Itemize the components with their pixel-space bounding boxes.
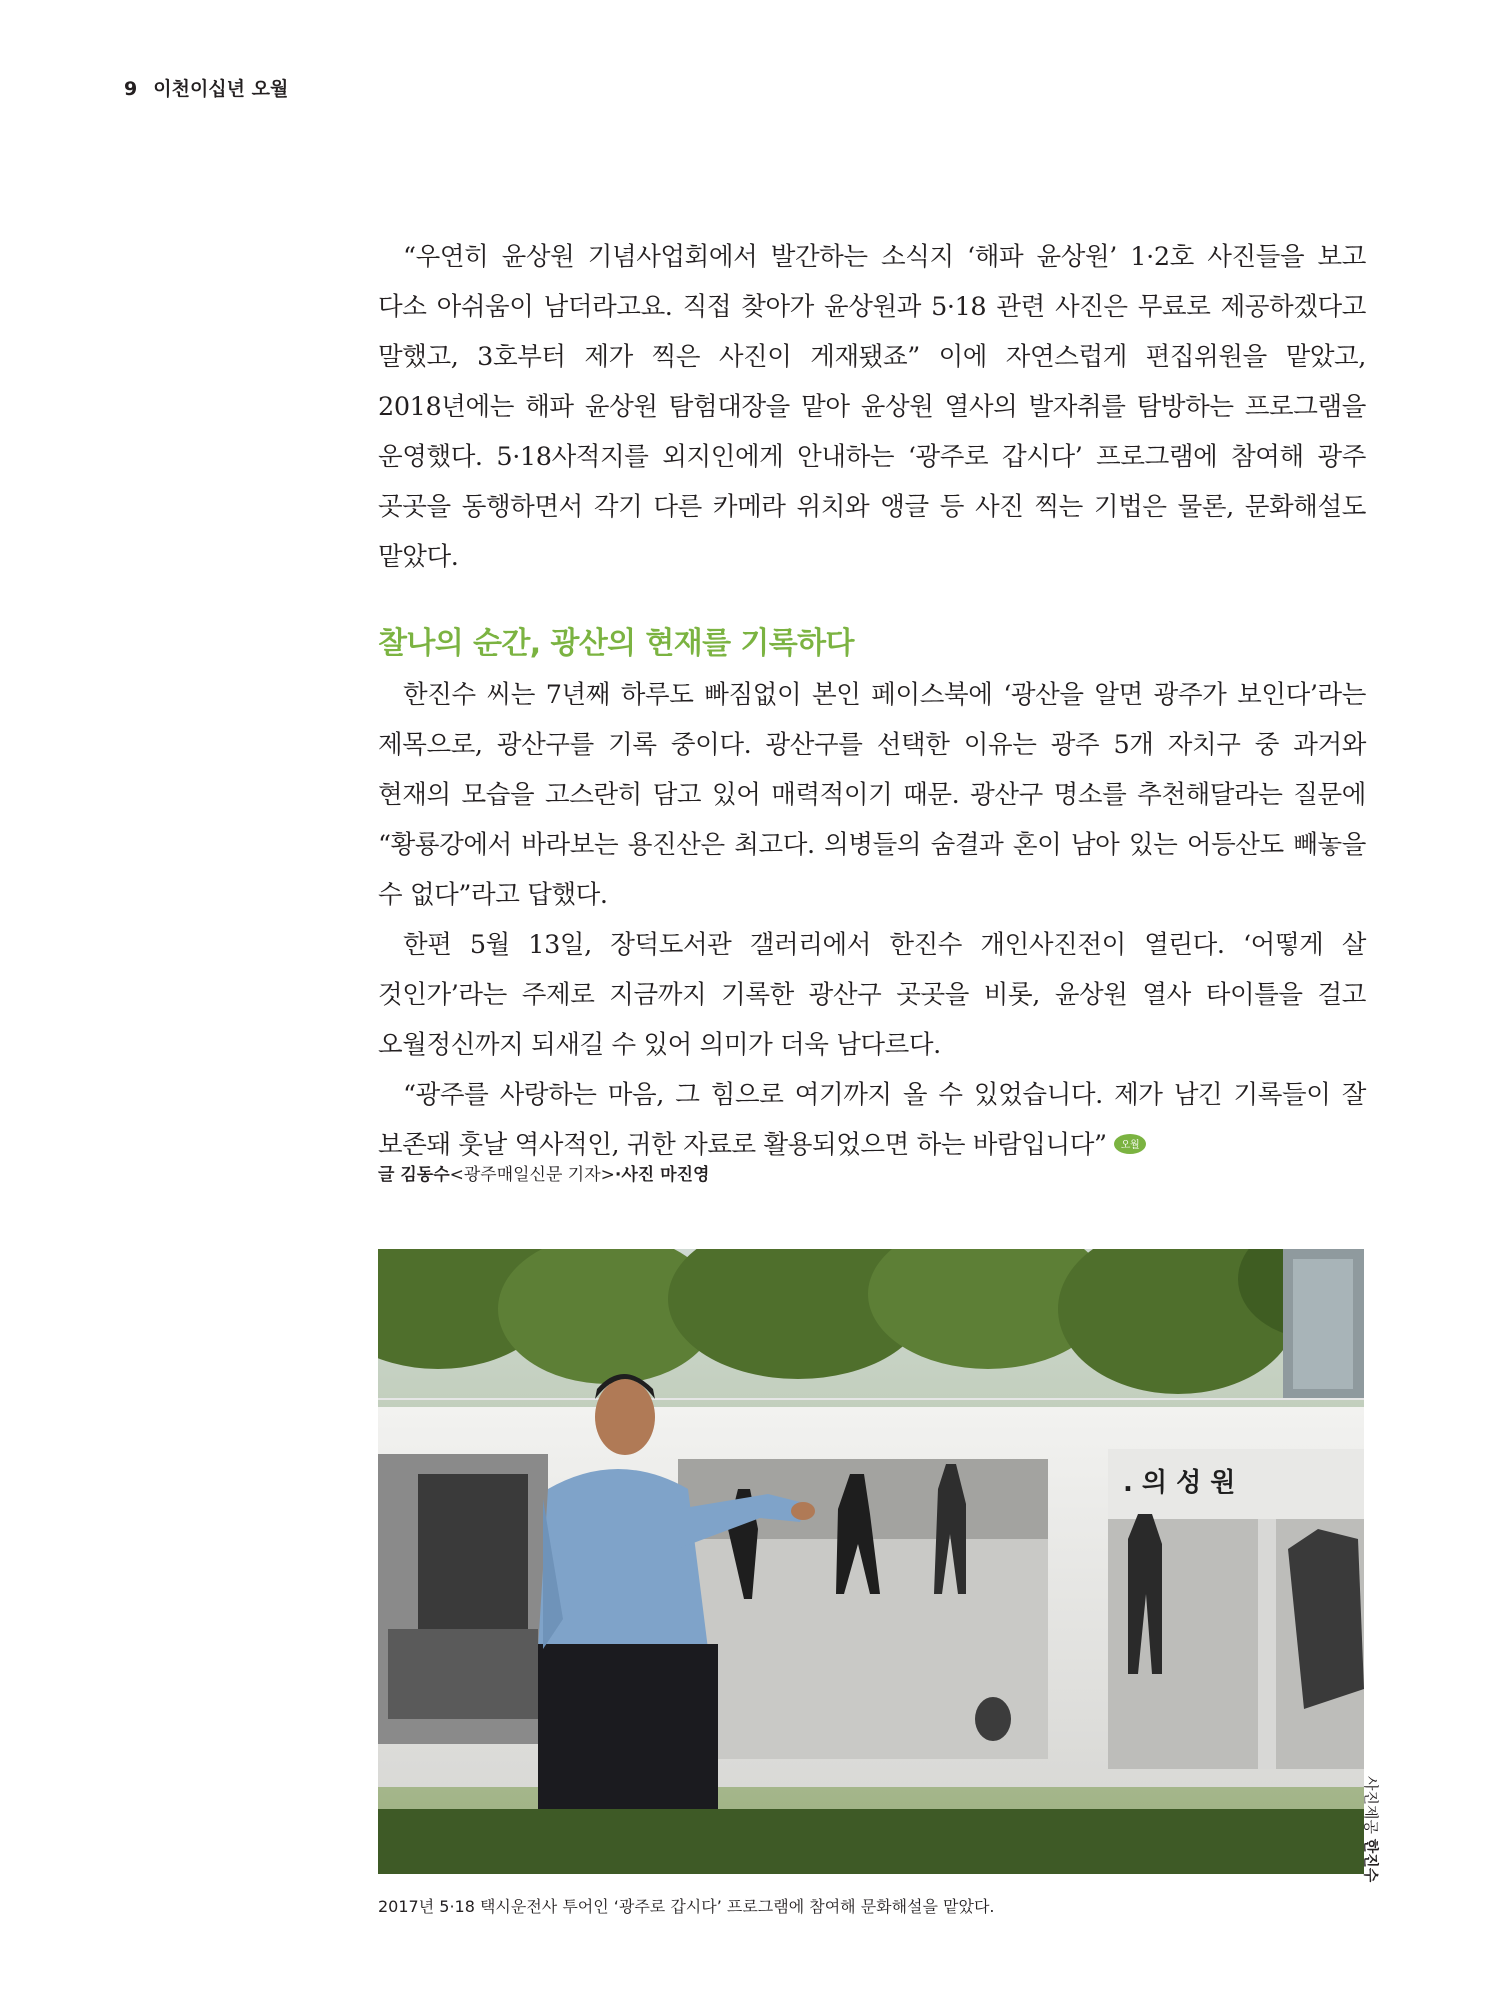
article-paragraph: 한편 5월 13일, 장덕도서관 갤러리에서 한진수 개인사진전이 열린다. ‘어떻게 살 것인가’라는 주제로 지금까지 기록한 광산구 곳곳을 비롯, 윤상원 열사 타이틀을 걸고 오월정신까지 되새길 수 있어 의미가 더욱 남다르다. xyxy=(378,930,1366,1060)
running-header xyxy=(124,74,288,101)
byline-separator: ·사진 xyxy=(614,1165,661,1185)
writer-affiliation: <광주매일신문 기자> xyxy=(449,1165,615,1185)
photo-credit xyxy=(1361,1776,1382,1882)
photo-credit-prefix: 사진제공 xyxy=(1362,1776,1380,1839)
photo-credit-name: 한진수 xyxy=(1362,1838,1380,1883)
photographer-name: 마진영 xyxy=(660,1165,710,1185)
section-heading: 찰나의 순간, 광산의 현재를 기록하다 xyxy=(378,626,854,661)
writer-prefix: 글 xyxy=(378,1165,401,1185)
page-number: 9 xyxy=(124,78,138,100)
section-title: 이천이십년 오월 xyxy=(153,78,289,100)
closing-quote-text: “광주를 사랑하는 마음, 그 힘으로 여기까지 올 수 있었습니다. 제가 남긴 기록들이 잘 보존돼 훗날 역사적인, 귀한 자료로 활용되었으면 하는 바람입니다” xyxy=(378,1080,1366,1160)
photo-caption: 2017년 5·18 택시운전사 투어인 ‘광주로 갑시다’ 프로그램에 참여해 문화해설을 맡았다. xyxy=(378,1897,995,1916)
end-mark-icon xyxy=(1113,1133,1147,1155)
banner-photo-right xyxy=(1108,1449,1364,1769)
article-paragraph-final xyxy=(378,1070,1366,1170)
banner-text: . 의 성 원 xyxy=(1123,1468,1236,1498)
article-body xyxy=(378,232,1366,1170)
writer-name: 김동수 xyxy=(400,1165,450,1185)
end-mark-text: 오월 xyxy=(1120,1140,1139,1151)
byline xyxy=(378,1160,709,1185)
article-paragraph: 한진수 씨는 7년째 하루도 빠짐없이 본인 페이스북에 ‘광산을 알면 광주가 보인다’라는 제목으로, 광산구를 기록 중이다. 광산구를 선택한 이유는 광주 5개 자치구 중 과거와 현재의 모습을 고스란히 담고 있어 매력적이기 때문. 광산구 명소를 추천해달라는 질문에 “황룡강에서 바라보는 용진산은 최고다. 의병들의 숨결과 혼이 남아 있는 어등산도 빼놓을 수 없다”라고 답했다. xyxy=(378,680,1366,910)
article-photo xyxy=(378,1249,1364,1874)
photo-illustration xyxy=(378,1249,1364,1874)
banner-photo-left xyxy=(378,1454,548,1744)
article-paragraph: “우연히 윤상원 기념사업회에서 발간하는 소식지 ‘해파 윤상원’ 1·2호 사진들을 보고 다소 아쉬움이 남더라고요. 직접 찾아가 윤상원과 5·18 관련 사진은 무료로 제공하겠다고 말했고, 3호부터 제가 찍은 사진이 게재됐죠” 이에 자연스럽게 편집위원을 맡았고, 2018년에는 해파 윤상원 탐험대장을 맡아 윤상원 열사의 발자취를 탐방하는 프로그램을 운영했다. 5·18사적지를 외지인에게 안내하는 ‘광주로 갑시다’ 프로그램에 참여해 광주 곳곳을 동행하면서 각기 다른 카메라 위치와 앵글 등 사진 찍는 기법은 물론, 문화해설도 맡았다. xyxy=(378,242,1366,572)
